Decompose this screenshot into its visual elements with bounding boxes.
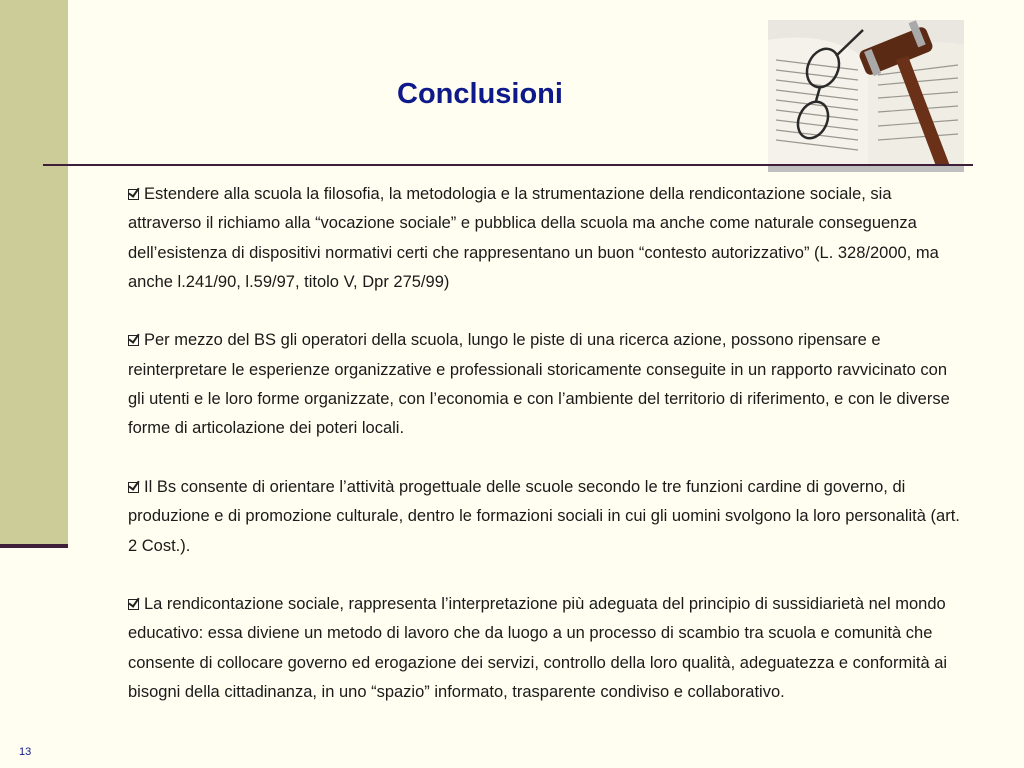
- checkbox-checked-icon: [128, 599, 139, 610]
- checkbox-checked-icon: [128, 189, 139, 200]
- gavel-and-glasses-illustration: [768, 20, 964, 166]
- page-number: 13: [19, 746, 32, 758]
- paragraph-2: [128, 326, 968, 443]
- title-rule: [43, 164, 973, 166]
- paragraph-text: Estendere alla scuola la filosofia, la metodologia e la strumentazione della rendicontazione sociale, sia attraverso il richiamo alla “vocazione sociale” e pubblica della scuola ma anche come naturale conseguenza dell’esistenza di dispositivi normativi certi che rappresentano un buon “contesto autorizzativo” (L. 328/2000, ma anche l.241/90, l.59/97, titolo V, Dpr 275/99): [128, 185, 939, 291]
- paragraph-4: [128, 590, 968, 707]
- paragraph-3: [128, 473, 968, 561]
- paragraph-1: [128, 180, 968, 297]
- left-band-rule: [0, 544, 68, 548]
- paragraph-text: Il Bs consente di orientare l’attività progettuale delle scuole secondo le tre funzioni cardine di governo, di produzione e di promozione culturale, dentro le formazioni sociali in cui gli uomini svolgono la loro personalità (art. 2 Cost.).: [128, 477, 960, 555]
- checkbox-checked-icon: [128, 335, 139, 346]
- slide-title: Conclusioni: [397, 78, 563, 110]
- paragraph-text: La rendicontazione sociale, rappresenta l’interpretazione più adeguata del principio di sussidiarietà nel mondo educativo: essa diviene un metodo di lavoro che da luogo a un processo di scambio tra scuola e comunità che consente di collocare governo ed erogazione dei servizi, controllo della loro qualità, adeguatezza e conformità ai bisogni della cittadinanza, in uno “spazio” informato, trasparente condiviso e collaborativo.: [128, 595, 948, 702]
- paragraph-text: Per mezzo del BS gli operatori della scuola, lungo le piste di una ricerca azione, possono ripensare e reinterpretare le esperienze organizzative e professionali storicamente conseguite in un rapporto ravvicinato con gli utenti e le loro forme organizzate, con l’economia e con l’ambiente del territorio di riferimento, e con le diverse forme di articolazione dei poteri locali.: [128, 331, 950, 438]
- checkbox-checked-icon: [128, 482, 139, 493]
- gavel-and-glasses-photo: [768, 20, 964, 172]
- conclusions-body: [128, 180, 968, 737]
